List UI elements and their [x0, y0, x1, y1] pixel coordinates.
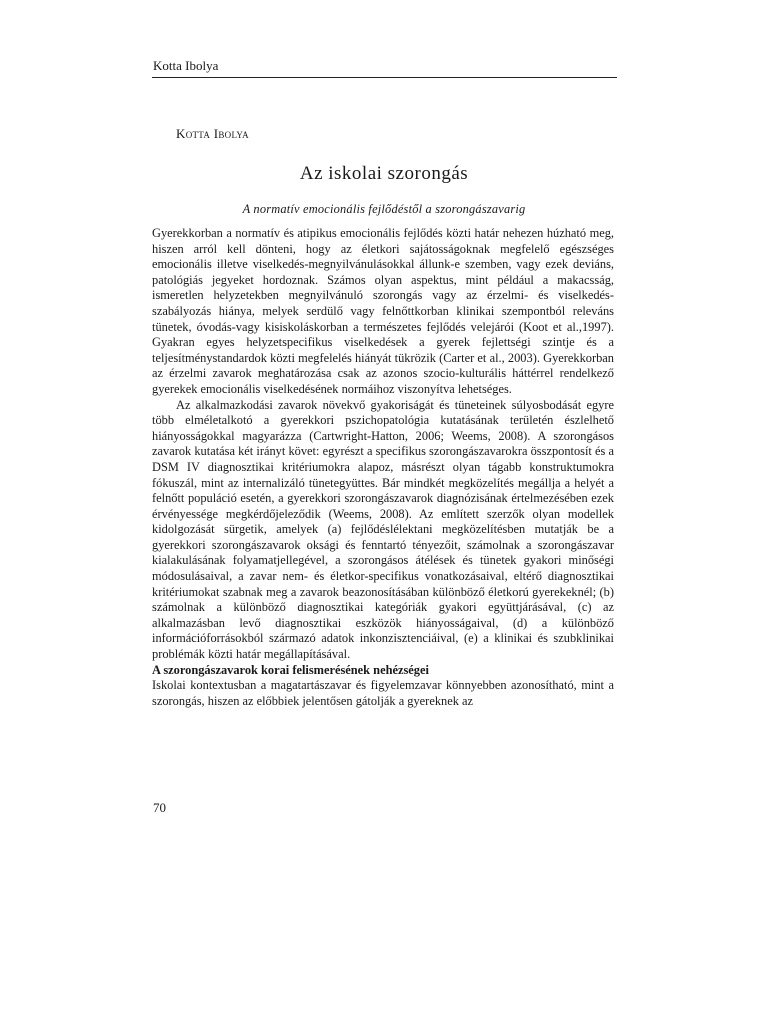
- paragraph-2: Az alkalmazkodási zavarok növekvő gyakoriságát és tüneteinek súlyosbodását egyre több elméletalkotó a gyerekkori pszichopatológia kutatásának területén észlelhető hiányosságokkal magyarázza (Cartwright-Hatton, 2006; Weems, 2008). A szorongásos zavarok kutatása két irányt követ: egyrészt a specifikus szorongászavarokra összpontosít és a DSM IV diagnosztikai kritériumokra alapoz, másrészt olyan tágabb konstruktumokra fókuszál, mint az internalizáló tünetegyüttes. Bár mindkét megközelítés megállja a helyét a felnőtt populáció esetén, a gyerekkori szorongászavarok diagnózisának értelmezésében ezek érvényessége megkérdőjeleződik (Weems, 2008). Az említett szerzők olyan modellek kidolgozását sürgetik, amelyek (a) fejlődéslélektani megközelítésben mutatják be a gyerekkori szorongászavarok oksági és fenntartó tényezőit, számolnak a szorongászavar kialakulásának folyamatjellegével, a szorongásos átélések és tünetek gyakori minőségi módosulásaival, a zavar nem- és életkor-specifikus vonatkozásaival, eltérő diagnosztikai kritériumokat szabnak meg a zavarok beazonosításában különböző életkorú gyerekeknél; (b) számolnak a különböző diagnosztikai kategóriák gyakori együttjárásával, (c) az alkalmazásban levő diagnosztikai eszközök hiányosságaival, (d) a különböző információforrásokból származó adatok inkonzisztenciáival, (e) a klinikai és szubklinikai problémák közti határ megállapításával.: [152, 397, 614, 662]
- article-body: [152, 226, 614, 709]
- article-subtitle: A normatív emocionális fejlődéstől a szorongászavarig: [242, 202, 526, 216]
- article-title: Az iskolai szorongás: [299, 163, 469, 184]
- section-paragraph: Iskolai kontextusban a magatartászavar és figyelemzavar könnyebben azonosítható, mint a szorongás, hiszen az előbbiek jelentősen gátolják a gyereknek az: [152, 678, 614, 708]
- header-rule: [152, 77, 617, 78]
- running-header: Kotta Ibolya: [153, 58, 219, 73]
- article-author: Kotta Ibolya: [176, 126, 249, 141]
- paragraph-1: Gyerekkorban a normatív és atipikus emocionális fejlődés közti határ nehezen húzható meg, hiszen arról kell dönteni, hogy az életkori sajátosságoknak megfelelő egészséges emocionális illetve viselkedés-megnyilvánulásokkal állunk-e szemben, vagy ezek deviáns, patológiás jegyeket hordoznak. Számos olyan aspektus, mint például a makacsság, ismeretlen helyzetekben megnyilvánuló szorongás vagy az érzelmi- és viselkedés-szabályozás hiánya, melyek serdülő vagy felnőttkorban klinikai szempontból releváns tünetek, óvodás-vagy kisiskoláskorban a természetes fejlődés velejárói (Koot et al.,1997). Gyakran egyes helyzetspecifikus viselkedések a gyerek fejlettségi szintje és a teljesítménystandardok közti megfelelés hiányát tükrözik (Carter et al., 2003). Gyerekkorban az érzelmi zavarok meghatározása csak az azonos szocio-kulturális háttérrel rendelkező gyerekek emocionális viselkedésének normáihoz viszonyítva lehetséges.: [152, 226, 614, 396]
- section-heading: A szorongászavarok korai felismerésének nehézségei: [152, 662, 429, 677]
- page-number: 70: [153, 800, 166, 815]
